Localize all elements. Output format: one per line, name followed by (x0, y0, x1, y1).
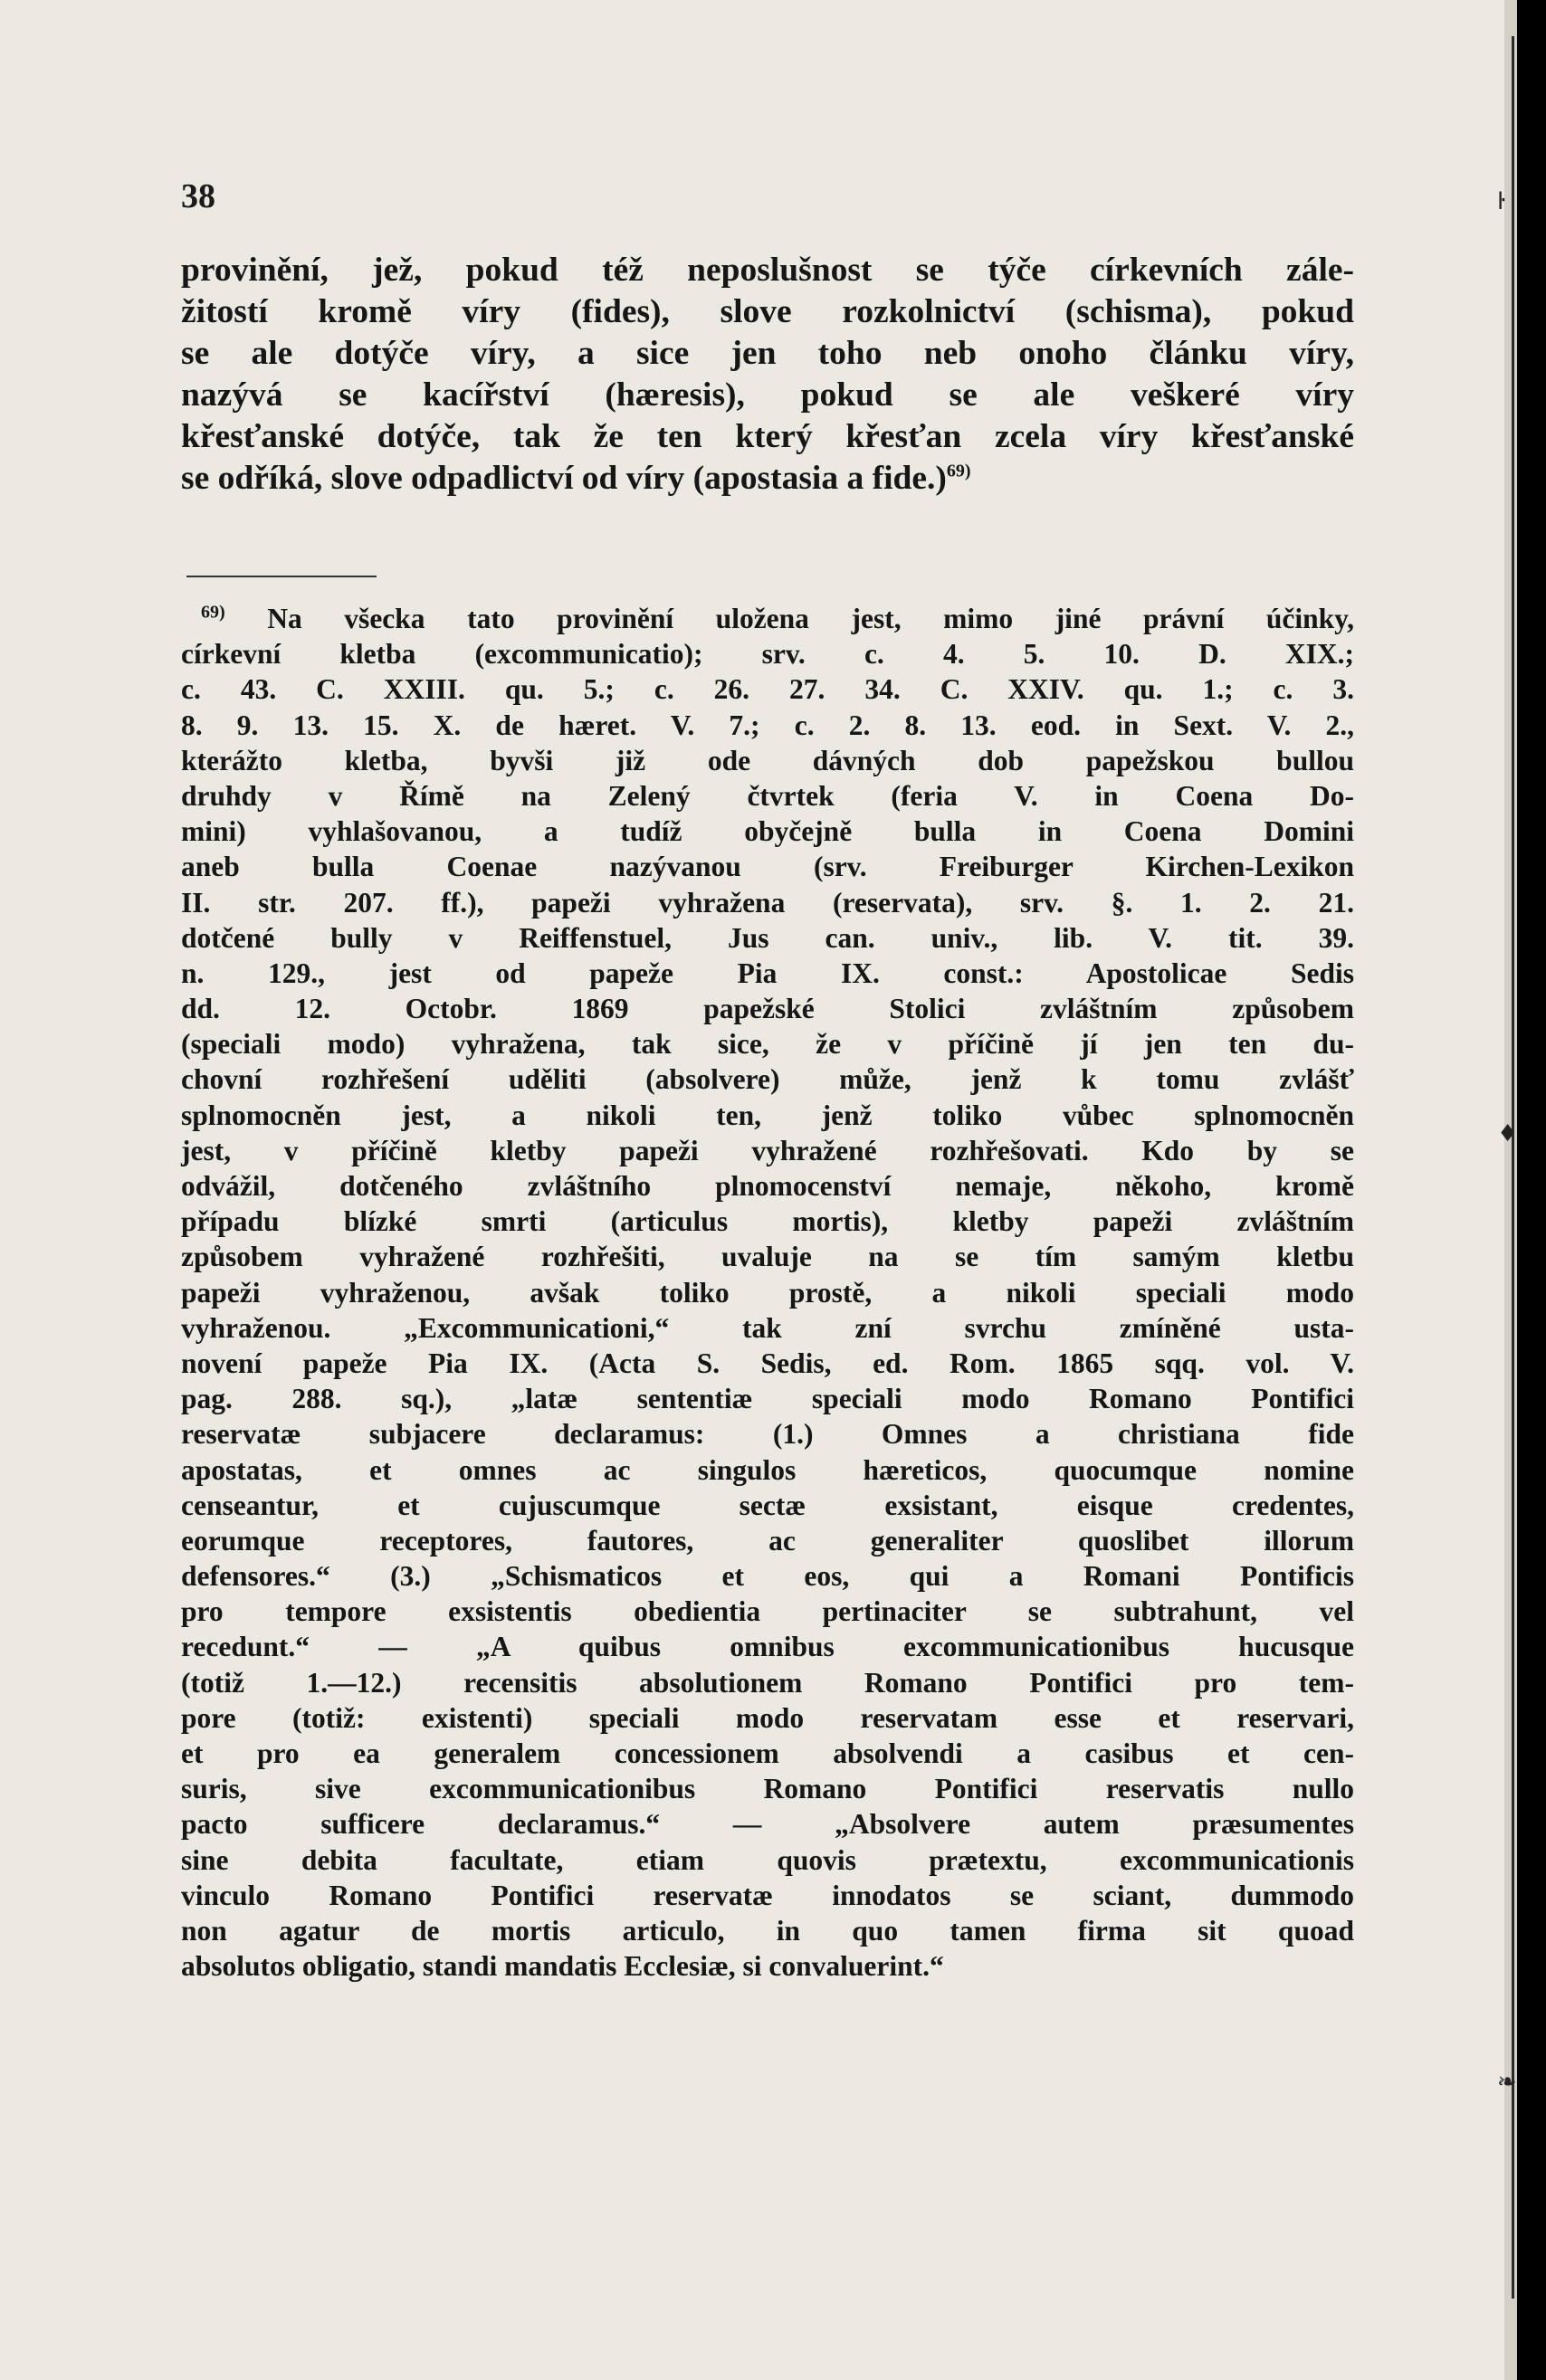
footnote-line: druhdy v Římě na Zelený čtvrtek (feria V. in Coena Do- (181, 779, 1354, 812)
footnote-rule (186, 576, 377, 577)
footnote-line: censeantur, et cujuscumque sectæ exsistant, eisque credentes, (181, 1489, 1354, 1521)
footnote-line: suris, sive excommunicationibus Romano Pontifici reservatis nullo (181, 1773, 1354, 1805)
margin-mark-lower: ❧ (1497, 2069, 1517, 2096)
footnote-reference: 69) (946, 461, 971, 481)
footnote-line: c. 43. C. XXIII. qu. 5.; c. 26. 27. 34. C. XXIV. qu. 1.; c. 3. (181, 673, 1354, 706)
footnote-line: vinculo Romano Pontifici reservatæ innodatos se sciant, dummodo (181, 1879, 1354, 1911)
footnote-line: dd. 12. Octobr. 1869 papežské Stolici zvláštním způsobem (181, 993, 1354, 1025)
footnote-line: způsobem vyhražené rozhřešiti, uvaluje na se tím samým kletbu (181, 1241, 1354, 1273)
footnote-line: sine debita facultate, etiam quovis prætextu, excommunicationis (181, 1843, 1354, 1876)
footnote-line: absolutos obligatio, standi mandatis Ecclesiæ, si convaluerint.“ (181, 1950, 944, 1983)
right-margin-strip (1504, 0, 1517, 2380)
main-text (181, 250, 1354, 500)
footnote-line: eorumque receptores, fautores, ac generaliter quoslibet illorum (181, 1524, 1354, 1557)
footnote-line: n. 129., jest od papeže Pia IX. const.: Apostolicae Sedis (181, 957, 1354, 989)
footnote-line: pro tempore exsistentis obedientia pertinaciter se subtrahunt, vel (181, 1595, 1354, 1628)
footnote-line: splnomocněn jest, a nikoli ten, jenž toliko vůbec splnomocněn (181, 1099, 1354, 1131)
main-text-line: se odříká, slove odpadlictví od víry (apostasia a fide.) (181, 460, 947, 497)
footnote (181, 601, 1354, 1984)
footnote-line: apostatas, et omnes ac singulos hæreticos, quocumque nomine (181, 1453, 1354, 1486)
main-text-line: křesťanské dotýče, tak že ten který křesťan zcela víry křesťanské (181, 418, 1354, 455)
footnote-line: 8. 9. 13. 15. X. de hæret. V. 7.; c. 2. 8. 13. eod. in Sext. V. 2., (181, 709, 1354, 741)
main-text-line: žitostí kromě víry (fides), slove rozkolnictví (schisma), pokud (181, 293, 1354, 330)
footnote-line: pacto sufficere declaramus.“ — „Absolvere autem præsumentes (181, 1808, 1354, 1841)
footnote-line: et pro ea generalem concessionem absolvendi a casibus et cen- (181, 1737, 1354, 1769)
main-text-line: provinění, jež, pokud též neposlušnost se týče církevních zále- (181, 252, 1354, 289)
footnote-line: Na všecka tato provinění uložena jest, mimo jiné právní účinky, (267, 603, 1355, 634)
main-text-line: se ale dotýče víry, a sice jen toho neb onoho článku víry, (181, 335, 1354, 372)
footnote-line: recedunt.“ — „A quibus omnibus excommunicationibus hucusque (181, 1631, 1354, 1663)
footnote-line: (speciali modo) vyhražena, tak sice, že v příčině jí jen ten du- (181, 1028, 1354, 1061)
footnote-line: aneb bulla Coenae nazývanou (srv. Freiburger Kirchen-Lexikon (181, 851, 1354, 883)
main-text-line: nazývá se kacířství (hæresis), pokud se ale veškeré víry (181, 376, 1354, 414)
footnote-line: kterážto kletba, byvši již ode dávných dob papežskou bullou (181, 744, 1354, 776)
footnote-line: církevní kletba (excommunicatio); srv. c. 4. 5. 10. D. XIX.; (181, 638, 1354, 671)
main-text-last-line (181, 458, 1354, 500)
footnote-first-line (181, 601, 1354, 636)
footnote-line: vyhraženou. „Excommunicationi,“ tak zní svrchu zmíněné usta- (181, 1311, 1354, 1344)
footnote-line: papeži vyhraženou, avšak toliko prostě, a nikoli speciali modo (181, 1276, 1354, 1309)
footnote-line: jest, v příčině kletby papeži vyhražené rozhřešovati. Kdo by se (181, 1134, 1354, 1166)
footnote-line: defensores.“ (3.) „Schismaticos et eos, qui a Romani Pontificis (181, 1560, 1354, 1593)
footnote-line: reservatæ subjacere declaramus: (1.) Omnes a christiana fide (181, 1418, 1354, 1451)
footnote-line: non agatur de mortis articulo, in quo tamen firma sit quoad (181, 1914, 1354, 1947)
margin-mark-upper: ŀ (1497, 188, 1505, 215)
footnote-line: odvážil, dotčeného zvláštního plnomocenství nemaje, někoho, kromě (181, 1170, 1354, 1202)
footnote-marker: 69) (201, 602, 225, 623)
footnote-line: pag. 288. sq.), „latæ sententiæ speciali modo Romano Pontifici (181, 1383, 1354, 1415)
footnote-line: II. str. 207. ff.), papeži vyhražena (reservata), srv. §. 1. 2. 21. (181, 886, 1354, 919)
footnote-line: dotčené bully v Reiffenstuel, Jus can. univ., lib. V. tit. 39. (181, 921, 1354, 954)
footnote-line: novení papeže Pia IX. (Acta S. Sedis, ed. Rom. 1865 sqq. vol. V. (181, 1347, 1354, 1379)
margin-mark-middle: ♦ (1497, 1120, 1519, 1147)
right-margin-rule (1512, 36, 1514, 2299)
footnote-line: pore (totiž: existenti) speciali modo reservatam esse et reservari, (181, 1701, 1354, 1734)
footnote-line: mini) vyhlašovanou, a tudíž obyčejně bulla in Coena Domini (181, 815, 1354, 848)
page-number: 38 (181, 177, 215, 215)
footnote-line: chovní rozhřešení uděliti (absolvere) může, jenž k tomu zvlášť (181, 1063, 1354, 1096)
footnote-line: případu blízké smrti (articulus mortis), kletby papeži zvláštním (181, 1205, 1354, 1238)
footnote-line: (totiž 1.—12.) recensitis absolutionem Romano Pontifici pro tem- (181, 1666, 1354, 1699)
